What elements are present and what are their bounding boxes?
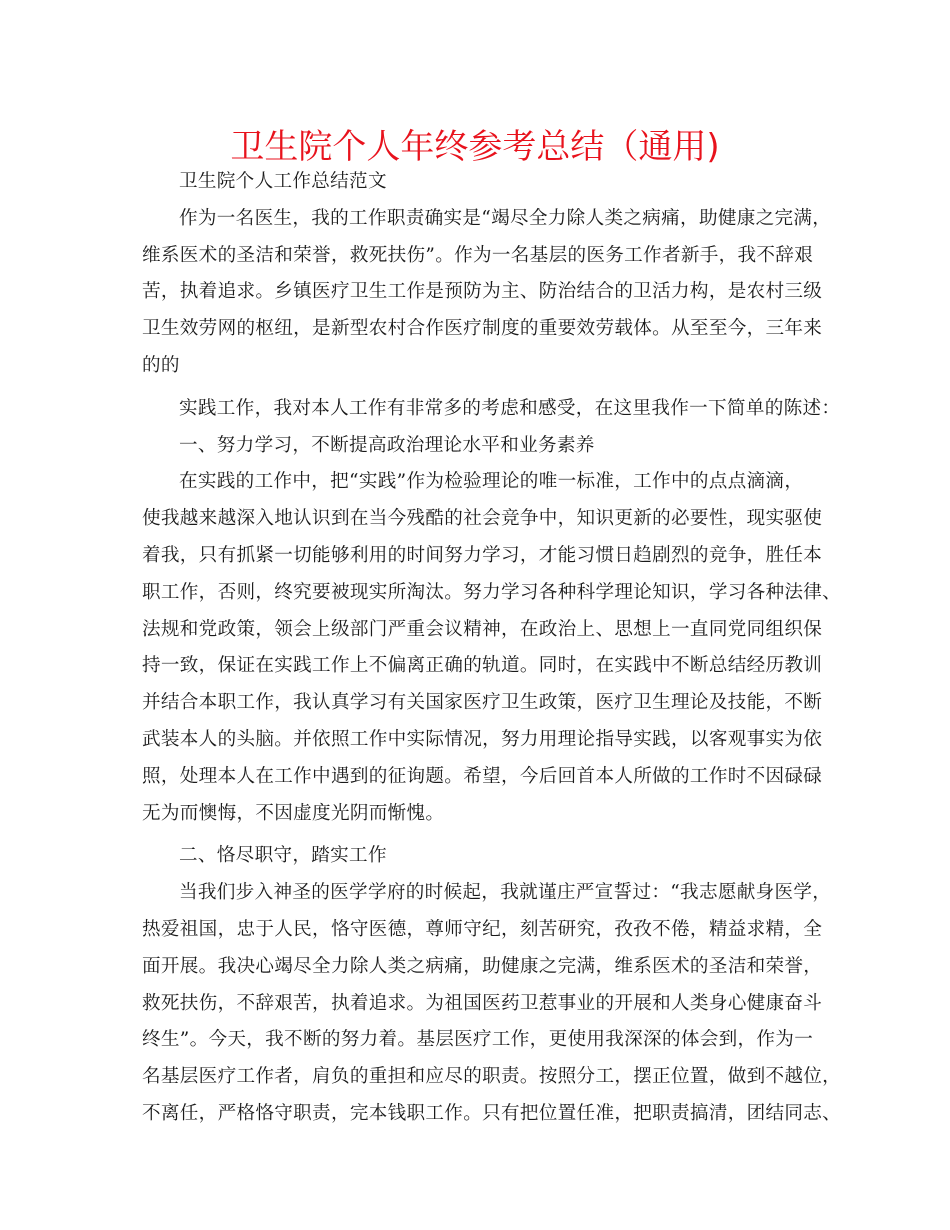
paragraph-line: 法规和党政策，领会上级部门严重会议精神，在政治上、思想上一直同党同组织保 bbox=[142, 618, 823, 640]
paragraph-line: 苦，执着追求。乡镇医疗卫生工作是预防为主、防治结合的卫活力构，是农村三级 bbox=[142, 281, 823, 303]
subtitle-line: 卫生院个人工作总结范文 bbox=[179, 171, 387, 192]
paragraph-line: 卫生效劳网的枢纽，是新型农村合作医疗制度的重要效劳载体。从至至今，三年来 bbox=[142, 318, 823, 340]
paragraph-line: 救死扶伤，不辞艰苦，执着追求。为祖国医药卫惹事业的开展和人类身心健康奋斗 bbox=[142, 992, 823, 1014]
document-body bbox=[142, 164, 842, 1133]
paragraph-line: 持一致，保证在实践工作上不偏离正确的轨道。同时，在实践中不断总结经历教训 bbox=[142, 655, 823, 677]
paragraph-line: 不离任，严格恪守职责，完本钱职工作。只有把位置任准，把职责搞清，团结同志、 bbox=[142, 1102, 842, 1124]
paragraph-line: 维系医术的圣洁和荣誉，救死扶伤”。作为一名基层的医务工作者新手，我不辞艰 bbox=[142, 244, 814, 266]
paragraph-line: 使我越来越深入地认识到在当今残酷的社会竞争中，知识更新的必要性，现实驱使 bbox=[142, 508, 823, 530]
paragraph-line: 无为而懊悔，不因虚度光阴而惭愧。 bbox=[142, 802, 445, 824]
paragraph-line: 当我们步入神圣的医学学府的时候起，我就谨庄严宣誓过：“我志愿献身医学， bbox=[179, 882, 832, 904]
paragraph-line: 照，处理本人在工作中遇到的征询题。希望，今后回首本人所做的工作时不因碌碌 bbox=[142, 765, 823, 787]
paragraph-line: 作为一名医生，我的工作职责确实是“竭尽全力除人类之病痛，助健康之完满， bbox=[179, 207, 832, 229]
paragraph-line: 终生”。今天，我不断的努力着。基层医疗工作，更使用我深深的体会到，作为一 bbox=[142, 1029, 814, 1051]
paragraph-line: 职工作，否则，终究要被现实所淘汰。努力学习各种科学理论知识，学习各种法律、 bbox=[142, 581, 842, 603]
paragraph-line: 并结合本职工作，我认真学习有关国家医疗卫生政策，医疗卫生理论及技能，不断 bbox=[142, 692, 823, 714]
paragraph-line: 名基层医疗工作者，肩负的重担和应尽的职责。按照分工，摆正位置，做到不越位， bbox=[142, 1066, 842, 1088]
paragraph-line: 实践工作，我对本人工作有非常多的考虑和感受，在这里我作一下简单的陈述： bbox=[179, 397, 841, 419]
paragraph-line: 武装本人的头脑。并依照工作中实际情况，努力用理论指导实践，以客观事实为依 bbox=[142, 728, 823, 750]
paragraph-line: 面开展。我决心竭尽全力除人类之病痛，助健康之完满，维系医术的圣洁和荣誉， bbox=[142, 955, 823, 977]
document-title: 卫生院个人年终参考总结（通用) bbox=[230, 127, 720, 167]
section-heading: 一、努力学习，不断提高政治理论水平和业务素养 bbox=[179, 434, 595, 456]
paragraph-line: 在实践的工作中，把“实践”作为检验理论的唯一标准，工作中的点点滴滴， bbox=[179, 471, 804, 493]
paragraph-line: 的的 bbox=[142, 354, 180, 376]
paragraph-line: 热爱祖国，忠于人民，恪守医德，尊师守纪，刻苦研究，孜孜不倦，精益求精，全 bbox=[142, 918, 823, 940]
section-heading: 二、恪尽职守，踏实工作 bbox=[179, 845, 387, 867]
paragraph-line: 着我，只有抓紧一切能够利用的时间努力学习，才能习惯日趋剧烈的竞争，胜任本 bbox=[142, 544, 823, 566]
